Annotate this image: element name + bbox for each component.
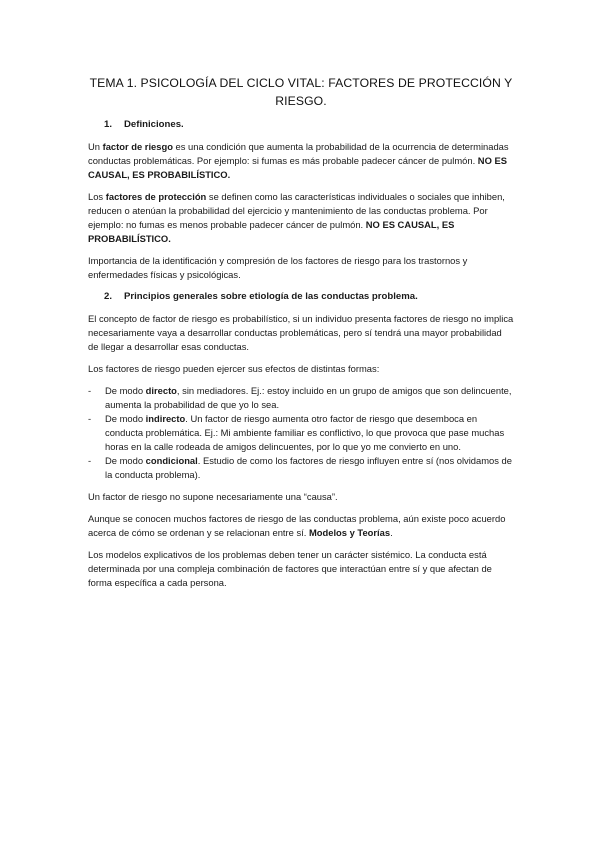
paragraph-factores-proteccion bbox=[88, 190, 514, 246]
list-item-condicional bbox=[88, 454, 514, 482]
text-run: Aunque se conocen muchos factores de riesgo de las conductas problema, aún existe poco acuerdo acerca de cómo se ordenan y se relacionan entre sí. bbox=[88, 513, 506, 538]
text-run: De modo bbox=[105, 413, 146, 424]
paragraph-factor-riesgo bbox=[88, 140, 514, 182]
dash-bullet: - bbox=[88, 385, 92, 396]
list-item-text bbox=[105, 412, 514, 454]
paragraph-modelos bbox=[88, 512, 514, 540]
text-run: De modo bbox=[105, 385, 146, 396]
section-number: 2. bbox=[104, 291, 113, 302]
text-run: se definen como las características individuales o sociales que inhiben, reducen o atenúan la probabilidad del ejercicio y mantenimiento de las conductas problema. Por ejemplo: no fumas es menos probable padecer cáncer de pulmón. bbox=[88, 191, 505, 230]
paragraph-sistemico: Los modelos explicativos de los problemas deben tener un carácter sistémico. La conducta está determinada por una compleja combinación de factores que interactúan entre sí y que afectan de forma específica a cada persona. bbox=[88, 549, 492, 588]
bold-term: factores de protección bbox=[105, 191, 207, 202]
list-item-directo bbox=[88, 384, 514, 412]
bold-note: NO ES CAUSAL, ES PROBABILÍSTICO. bbox=[88, 219, 455, 244]
bold-note: NO ES CAUSAL, ES PROBABILÍSTICO. bbox=[88, 155, 507, 180]
effects-list bbox=[88, 384, 514, 482]
paragraph-importancia: Importancia de la identificación y compresión de los factores de riesgo para los trastornos y enfermedades físicas y psicológicas. bbox=[88, 255, 468, 280]
text-run: . Un factor de riesgo aumenta otro factor de riesgo que desemboca en conducta problemática. Ej.: Mi ambiente familiar es conflictivo, lo que provoca que pase muchas horas en la calle rodeada de amigos delincuentes, por lo que yo me convierto en uno. bbox=[105, 413, 505, 452]
list-item-text bbox=[105, 384, 514, 412]
section-heading-principios bbox=[88, 290, 514, 304]
section-number: 1. bbox=[104, 119, 113, 130]
bold-term: factor de riesgo bbox=[102, 141, 173, 152]
section-title: Principios generales sobre etiología de las conductas problema. bbox=[124, 291, 418, 302]
dash-bullet: - bbox=[88, 413, 92, 424]
paragraph-efectos: Los factores de riesgo pueden ejercer sus efectos de distintas formas: bbox=[88, 363, 380, 374]
text-run: . bbox=[390, 527, 393, 538]
text-run: De modo bbox=[105, 455, 146, 466]
bold-term: condicional bbox=[145, 455, 198, 466]
section-title: Definiciones. bbox=[124, 119, 184, 130]
dash-bullet: - bbox=[88, 455, 92, 466]
paragraph-causa: Un factor de riesgo no supone necesariamente una “causa”. bbox=[88, 491, 338, 502]
list-item-text bbox=[105, 454, 514, 482]
section-heading-definiciones bbox=[88, 118, 514, 132]
paragraph-concepto: El concepto de factor de riesgo es probabilístico, si un individuo presenta factores de riesgo no implica necesariamente vaya a desarrollar conductas problemáticas, pero sí tendrá una mayor probabilidad de llegar a desarrollar esas conductas. bbox=[88, 313, 514, 352]
text-run: . Estudio de como los factores de riesgo influyen entre sí (nos olvidamos de la conducta problema). bbox=[105, 455, 512, 480]
text-run: Los bbox=[88, 191, 106, 202]
document-content bbox=[88, 74, 514, 598]
text-run: , sin mediadores. Ej.: estoy incluido en un grupo de amigos que son delincuente, aumenta la probabilidad de que yo lo sea. bbox=[105, 385, 512, 410]
list-item-indirecto bbox=[88, 412, 514, 454]
document-title: TEMA 1. PSICOLOGÍA DEL CICLO VITAL: FACTORES DE PROTECCIÓN Y RIESGO. bbox=[89, 76, 513, 108]
text-run: es una condición que aumenta la probabilidad de la ocurrencia de determinadas conductas problemáticas. Por ejemplo: si fumas es más probable padecer cáncer de pulmón. bbox=[88, 141, 509, 166]
bold-term: Modelos y Teorías bbox=[308, 527, 391, 538]
bold-term: indirecto bbox=[145, 413, 186, 424]
bold-term: directo bbox=[145, 385, 177, 396]
text-run: Un bbox=[88, 141, 103, 152]
